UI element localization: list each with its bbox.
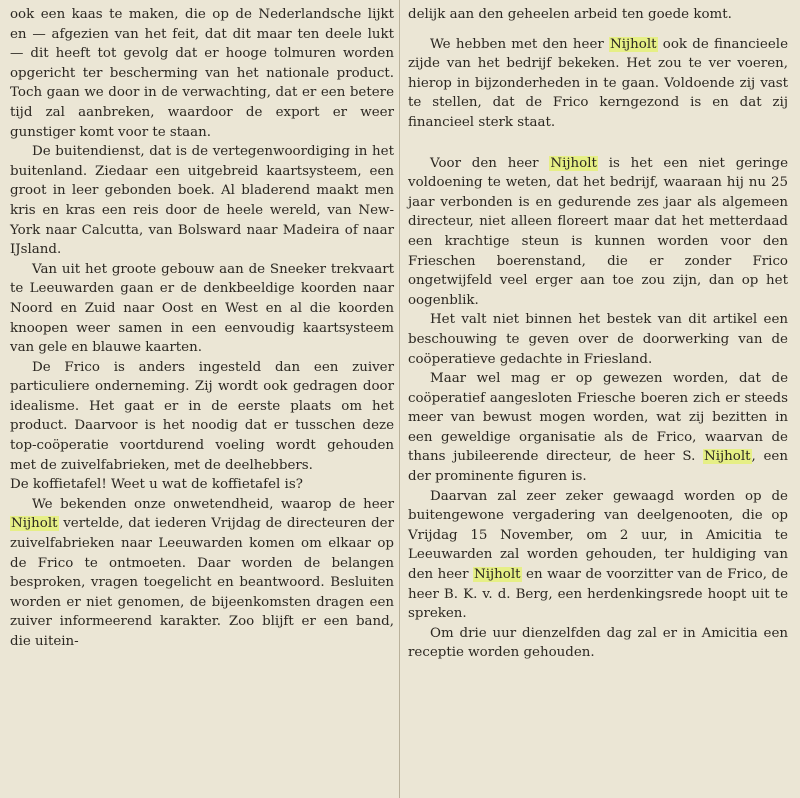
right-column <box>408 5 788 663</box>
paragraph: delijk aan den geheelen arbeid ten goede komt. <box>408 7 732 22</box>
text-run: Daarvan zal zeer zeker gewaagd worden op de buitengewone vergadering van deelgenooten, die op Vrijdag 15 November, om 2 uur, in Amicitia te Leeuwarden zal worden gehouden, ter huldiging van den heer <box>408 488 788 583</box>
text-run: We bekenden onze onwetendheid, waarop de heer <box>32 496 394 512</box>
text-run: , een der prominente figuren is. <box>408 449 788 485</box>
paragraph <box>10 495 394 652</box>
paragraph: De Frico is anders ingesteld dan een zuiver particuliere onderneming. Zij wordt ook gedragen door idealisme. Het gaat er in de eerste plaats om het product. Daarvoor is het noodig dat er tusschen deze top-coöperatie voortdurend voeling wordt gehouden met de zuivelfabrieken, met de deelhebbers. <box>10 359 394 473</box>
paragraph: De buitendienst, dat is de vertegenwoordiging in het buitenland. Ziedaar een uitgebreid kaartsysteem, een groot in leer gebonden boek. Al bladerend maakt men kris en kras een reis door de heele wereld, van New-York naar Calcutta, van Bolsward naar Madeira of naar IJsland. <box>10 144 394 258</box>
highlighted-name: Nijholt <box>610 36 657 52</box>
text-run: Voor den heer <box>430 155 550 171</box>
text-run: is het een niet geringe voldoening te weten, dat het bedrijf, waaraan hij nu 25 jaar verbonden is en gedurende zes jaar als algemeen directeur, niet alleen floreert maar dat het metterdaad een krachtige steun is kunnen worden voor den Frieschen boerenstand, die er zonder Frico ongetwijfeld veel erger aan toe zou zijn, dan op het oogenblik. <box>408 155 789 308</box>
column-divider <box>399 0 400 798</box>
text-run: Maar wel mag er op gewezen worden, dat de coöperatief aangesloten Friesche boeren zich er steeds meer van bewust mogen worden, wat zij bezitten in een geweldige organisatie als de Frico, waarvan de thans jubileerende directeur, de heer S. <box>408 371 788 465</box>
paragraph <box>408 369 788 487</box>
paragraph <box>408 35 788 133</box>
left-column <box>10 5 394 652</box>
text-run: We hebben met den heer <box>430 36 610 52</box>
text-run: vertelde, dat iederen Vrijdag de directeuren der zuivelfabrieken naar Leeuwarden komen om elkaar op de Frico te ontmoeten. Daar worden de belangen besproken, vragen toegelicht en beantwoord. Besluiten worden er niet genomen, de bijeenkomsten dragen een zuiver informeerend karakter. Zoo blijft er een band, die uitein- <box>10 516 394 649</box>
highlighted-name: Nijholt <box>11 516 58 532</box>
paragraph: De koffietafel! Weet u wat de koffietafel is? <box>10 477 303 493</box>
paragraph <box>408 487 788 624</box>
paragraph: Om drie uur dienzelfden dag zal er in Amicitia een receptie worden gehouden. <box>408 625 788 661</box>
highlighted-name: Nijholt <box>704 449 751 465</box>
paragraph: Van uit het groote gebouw aan de Sneeker trekvaart te Leeuwarden gaan er de denkbeeldige koorden naar Noord en Zuid naar Oost en West en al die koorden knoopen weer samen in een eenvoudig kaartsysteem van gele en blauwe kaarten. <box>10 261 394 356</box>
paragraph: ook een kaas te maken, die op de Nederlandsche lijkt en — afgezien van het feit, dat dit maar ten deele lukt — dit heeft tot gevolg dat er hooge tolmuren worden opgericht ter bescherming van het nationale product. Toch gaan we door in de verwachting, dat er een betere tijd zal aanbreken, waardoor de export er weer gunstiger komt voor te staan. <box>10 7 394 140</box>
paragraph: Het valt niet binnen het bestek van dit artikel een beschouwing te geven over de doorwerking van de coöperatieve gedachte in Friesland. <box>408 312 788 367</box>
text-run: en waar de voorzitter van de Frico, de heer B. K. v. d. Berg, een herdenkingsrede hoopt uit te spreken. <box>408 567 788 622</box>
paragraph <box>408 154 788 311</box>
highlighted-name: Nijholt <box>550 155 597 171</box>
text-run: ook de financieele zijde van het bedrijf bekeken. Het zou te ver voeren, hierop in bijzonderheden in te gaan. Voldoende zij vast te stellen, dat de Frico kerngezond is en dat zij financieel sterk staat. <box>408 36 788 130</box>
highlighted-name: Nijholt <box>474 567 521 583</box>
